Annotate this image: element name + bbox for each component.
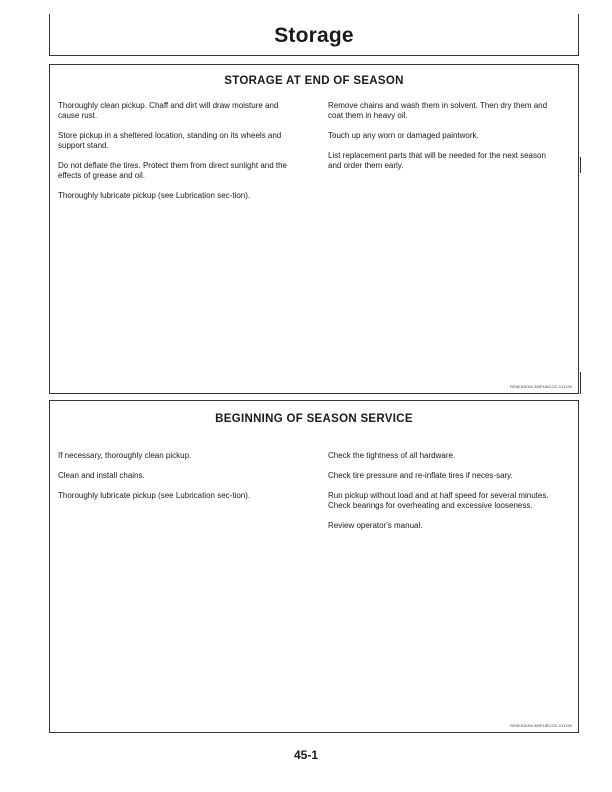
paragraph: List replacement parts that will be needed for the next season and order them early. xyxy=(328,151,546,170)
paragraph: Thoroughly lubricate pickup (see Lubrication sec-tion). xyxy=(58,491,251,500)
paragraph: Do not deflate the tires. Protect them from direct sunlight and the effects of grease and oil. xyxy=(58,161,288,180)
page-title: Storage xyxy=(274,24,354,47)
paragraph: If necessary, thoroughly clean pickup. xyxy=(58,451,192,460)
paragraph: Touch up any worn or damaged paintwork. xyxy=(328,131,479,140)
paragraph: Review operator's manual. xyxy=(328,521,423,530)
paragraph: Check the tightness of all hardware. xyxy=(328,451,456,460)
paragraph: Run pickup without load and at half speed for several minutes. Check bearings for overheating and excessive looseness. xyxy=(328,491,549,510)
section-storage-end-of-season xyxy=(49,64,579,394)
section-title: STORAGE AT END OF SEASON xyxy=(224,75,404,87)
paragraph: Thoroughly lubricate pickup (see Lubrication sec-tion). xyxy=(58,191,251,200)
revision-bar xyxy=(580,157,581,173)
page-number: 45-1 xyxy=(293,748,319,762)
reference-code: REMISAOM-3MPUACCE-011190 xyxy=(510,384,572,389)
section-beginning-of-season-service xyxy=(49,400,579,733)
paragraph: Check tire pressure and re-inflate tires if neces-sary. xyxy=(328,471,513,480)
paragraph: Store pickup in a sheltered location, standing on its wheels and support stand. xyxy=(58,131,282,150)
right-column xyxy=(328,101,560,181)
paragraph: Thoroughly clean pickup. Chaff and dirt will draw moisture and cause rust. xyxy=(58,101,279,120)
paragraph: Remove chains and wash them in solvent. Then dry them and coat them in heavy oil. xyxy=(328,101,548,120)
left-column xyxy=(58,101,290,211)
section-title: BEGINNING OF SEASON SERVICE xyxy=(215,413,413,425)
paragraph: Clean and install chains. xyxy=(58,471,145,480)
left-column xyxy=(58,451,290,511)
revision-bar xyxy=(580,372,581,394)
page-header xyxy=(49,14,579,56)
reference-code: REMISAOM-3MPUBCCE-011190 xyxy=(510,723,572,728)
right-column xyxy=(328,451,560,541)
